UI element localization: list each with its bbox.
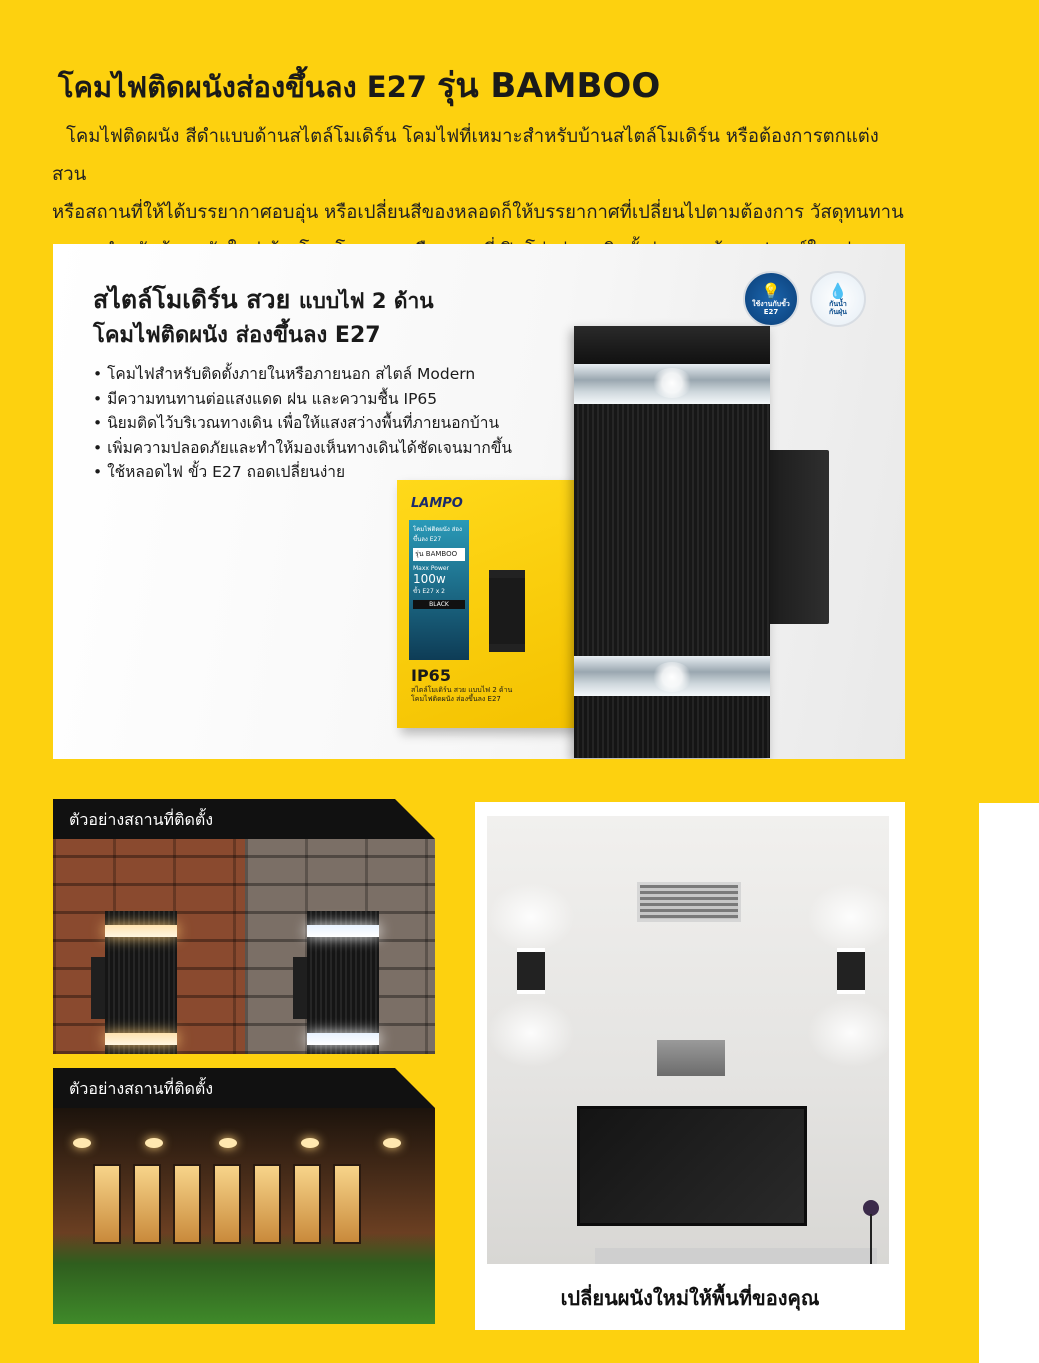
product-box [397, 480, 575, 728]
wall-light [301, 1138, 319, 1148]
window [173, 1164, 201, 1244]
e27-socket-badge [743, 271, 799, 327]
waterproof-dustproof-badge [810, 271, 866, 327]
light-glow [652, 368, 692, 398]
warm-brick-wall [53, 839, 245, 1054]
feature-list [93, 362, 512, 485]
product-subheadline: โคมไฟติดผนัง ส่องขึ้นลง E27 [93, 323, 381, 348]
feature-item: • นิยมติดไว้บริเวณทางเดิน เพื่อให้แสงสว่างพื้นที่ภายนอกบ้าน [93, 411, 512, 436]
cool-brick-wall [245, 839, 435, 1054]
bulb-icon: 💡 [761, 281, 781, 300]
decor-stand [870, 1214, 872, 1264]
living-room-photo [487, 816, 889, 1264]
light-band [307, 1033, 379, 1045]
cool-wall-lamp [307, 911, 379, 1054]
lamp-wall-mount [765, 450, 829, 624]
product-panel [53, 244, 905, 759]
badge-e27-text: ใช้งานกับขั้ว E27 [752, 299, 790, 316]
wall-light [73, 1138, 91, 1148]
window [93, 1164, 121, 1244]
box-color: BLACK [413, 600, 465, 609]
installation-example-1 [53, 799, 435, 1054]
tv-cabinet [595, 1248, 877, 1264]
title-main: โคมไฟติดผนังส่องขึ้นลง E27 [58, 70, 427, 104]
badge-ip-line1: กันน้ำ [829, 299, 847, 308]
wall-light [219, 1138, 237, 1148]
intro-line: โคมไฟติดผนัง สีดำแบบด้านสไตล์โมเดิร์น โคมไฟที่เหมาะสำหรับบ้านสไตล์โมเดิร์น หรือต้องการตกแต่งสวน [52, 126, 879, 185]
wall-light [145, 1138, 163, 1148]
speaker [657, 1040, 725, 1076]
window [253, 1164, 281, 1244]
product-headline [93, 280, 434, 320]
wall-lamp-image [574, 326, 770, 758]
example-label-bar [53, 1068, 435, 1108]
box-label [409, 520, 469, 660]
right-edge-strip [979, 803, 1039, 1363]
box-ip-rating: IP65 [411, 666, 451, 685]
page-title [58, 58, 660, 112]
air-vent [637, 882, 741, 922]
brand-logo: LAMPO [411, 496, 463, 511]
television [577, 1106, 807, 1226]
light-band [307, 925, 379, 937]
installation-example-2 [53, 1068, 435, 1324]
box-tag-line: โคมไฟติดผนัง ส่องขึ้นลง E27 [411, 695, 501, 703]
wall-sconce [837, 948, 865, 994]
example-label: ตัวอย่างสถานที่ติดตั้ง [69, 1079, 214, 1098]
title-model: รุ่น BAMBOO [437, 66, 661, 106]
lamp-bottom-glass [574, 656, 770, 696]
feature-item: • เพิ่มความปลอดภัยและทำให้มองเห็นทางเดินได้ชัดเจนมากขึ้น [93, 436, 512, 461]
box-tagline [411, 686, 512, 704]
room-example-card [475, 802, 905, 1330]
badge-ip-line2: กันฝุ่น [829, 307, 847, 316]
warm-wall-lamp [105, 911, 177, 1054]
house-exterior-photo [53, 1108, 435, 1324]
room-caption: เปลี่ยนผนังใหม่ให้พื้นที่ของคุณ [560, 1286, 820, 1310]
window [213, 1164, 241, 1244]
example-label-bar [53, 799, 435, 839]
feature-item: • โคมไฟสำหรับติดตั้งภายในหรือภายนอก สไตล์ Modern [93, 362, 512, 387]
lamp-top-cap [574, 326, 770, 364]
light-band [105, 1033, 177, 1045]
feature-item: • มีความทนทานต่อแสงแดด ฝน และความชื้น IP65 [93, 387, 512, 412]
headline-small: แบบไฟ 2 ด้าน [298, 289, 434, 313]
box-lamp-image [489, 570, 525, 652]
light-band [105, 925, 177, 937]
wall-sconce [517, 948, 545, 994]
light-glow [652, 662, 692, 692]
box-socket: ขั้ว E27 x 2 [413, 588, 445, 595]
lamp-mount [293, 957, 307, 1019]
box-tag-line: สไตล์โมเดิร์น สวย แบบไฟ 2 ด้าน [411, 686, 513, 694]
wall-light [383, 1138, 401, 1148]
window [293, 1164, 321, 1244]
box-power: 100w [413, 572, 446, 586]
water-drop-icon: 💧 [828, 281, 848, 300]
lamp-mount [91, 957, 105, 1019]
feature-item: • ใช้หลอดไฟ ขั้ว E27 ถอดเปลี่ยนง่าย [93, 460, 512, 485]
headline-bold: สไตล์โมเดิร์น สวย [93, 285, 291, 314]
box-label-text: โคมไฟติดผนัง ส่องขึ้นลง E27 [413, 526, 462, 543]
box-max-power-label: Maxx Power [413, 565, 450, 572]
intro-line: หรือสถานที่ให้ได้บรรยากาศอบอุ่น หรือเปลี่ยนสีของหลอดก็ให้บรรยากาศที่เปลี่ยนไปตามต้องการ วัสดุทนทาน [52, 202, 904, 223]
lamp-top-glass [574, 364, 770, 404]
window [133, 1164, 161, 1244]
example-label: ตัวอย่างสถานที่ติดตั้ง [69, 810, 214, 829]
lamp-bottom-cap [574, 696, 770, 758]
window [333, 1164, 361, 1244]
box-model: รุ่น BAMBOO [413, 548, 465, 561]
